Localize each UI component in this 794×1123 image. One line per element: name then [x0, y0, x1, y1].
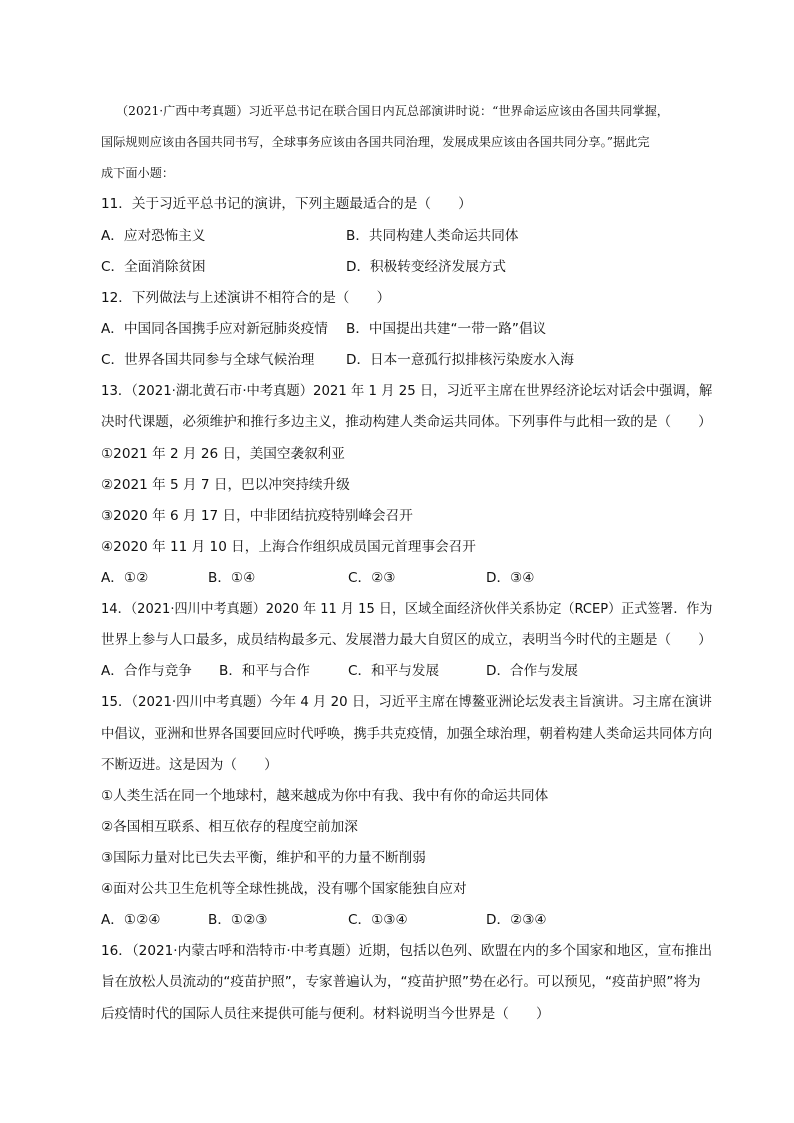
question-16-line-3: 后疫情时代的国际人员往来提供可能与便利。材料说明当今世界是（ ）	[101, 1006, 550, 1022]
option-c: C．②③	[348, 570, 396, 586]
intro-line-1: （2021·广西中考真题）习近平总书记在联合国日内瓦总部演讲时说：“世界命运应该由各国共同掌握，	[116, 104, 669, 118]
question-12-stem: 12．下列做法与上述演讲不相符合的是（ ）	[101, 290, 391, 306]
option-a: A．合作与竞争	[101, 663, 192, 679]
option-a: A．①②④	[101, 912, 161, 928]
option-c: C．①③④	[348, 912, 408, 928]
option-d: D．合作与发展	[486, 663, 579, 679]
question-16-line-1: 16．（2021·内蒙古呼和浩特市·中考真题）近期，包括以色列、欧盟在内的多个国家和地区，宣布推出	[101, 943, 713, 959]
question-13-line-1: 13．（2021·湖北黄石市·中考真题）2021 年 1 月 25 日，习近平主席在世界经济论坛对话会中强调，解	[101, 383, 713, 399]
question-13-item-2: ②2021 年 5 月 7 日，巴以冲突持续升级	[101, 477, 350, 493]
intro-line-3: 成下面小题：	[101, 166, 175, 180]
question-16-line-2: 旨在放松人员流动的“疫苗护照”，专家普遍认为，“疫苗护照”势在必行。可以预见，“疫苗护照”将为	[101, 974, 701, 990]
question-15-item-4: ④面对公共卫生危机等全球性挑战，没有哪个国家能独自应对	[101, 881, 467, 897]
option-d: D．日本一意孤行拟排核污染废水入海	[346, 352, 574, 368]
question-15-line-1: 15．（2021·四川中考真题）今年 4 月 20 日，习近平主席在博鳌亚洲论坛发表主旨演讲。习主席在演讲	[101, 694, 712, 710]
question-15-item-3: ③国际力量对比已失去平衡，维护和平的力量不断削弱	[101, 850, 426, 866]
question-15-line-2: 中倡议，亚洲和世界各国要回应时代呼唤，携手共克疫情，加强全球治理，朝着构建人类命运共同体方向	[101, 726, 713, 742]
option-a: A．①②	[101, 570, 149, 586]
question-15-line-3: 不断迈进。这是因为（ ）	[101, 757, 278, 773]
option-b: B．中国提出共建“一带一路”倡议	[346, 321, 547, 337]
option-d: D．③④	[486, 570, 535, 586]
option-b: B．和平与合作	[219, 663, 310, 679]
question-13-item-3: ③2020 年 6 月 17 日，中非团结抗疫特别峰会召开	[101, 508, 413, 524]
question-15-item-1: ①人类生活在同一个地球村，越来越成为你中有我、我中有你的命运共同体	[101, 788, 549, 804]
question-13-item-4: ④2020 年 11 月 10 日，上海合作组织成员国元首理事会召开	[101, 539, 476, 555]
intro-line-2: 国际规则应该由各国共同书写，全球事务应该由各国共同治理，发展成果应该由各国共同分享。”据此完	[101, 135, 650, 149]
option-b: B．①④	[208, 570, 256, 586]
question-11-stem: 11．关于习近平总书记的演讲，下列主题最适合的是（ ）	[101, 196, 472, 212]
option-c: C．世界各国共同参与全球气候治理	[101, 352, 315, 368]
question-13-item-1: ①2021 年 2 月 26 日，美国空袭叙利亚	[101, 446, 345, 462]
option-a: A．应对恐怖主义	[101, 228, 206, 244]
option-d: D．积极转变经济发展方式	[346, 259, 506, 275]
option-b: B．①②③	[208, 912, 268, 928]
option-b: B．共同构建人类命运共同体	[346, 228, 519, 244]
question-14-line-2: 世界上参与人口最多，成员结构最多元、发展潜力最大自贸区的成立，表明当今时代的主题是（ ）	[101, 632, 712, 648]
question-14-line-1: 14．（2021·四川中考真题）2020 年 11 月 15 日，区域全面经济伙伴关系协定（RCEP）正式签署．作为	[101, 601, 713, 617]
question-15-item-2: ②各国相互联系、相互依存的程度空前加深	[101, 819, 358, 835]
question-13-line-2: 决时代课题，必须维护和推行多边主义，推动构建人类命运共同体。下列事件与此相一致的是（ ）	[101, 414, 712, 430]
option-a: A．中国同各国携手应对新冠肺炎疫情	[101, 321, 328, 337]
option-d: D．②③④	[486, 912, 547, 928]
option-c: C．全面消除贫困	[101, 259, 206, 275]
option-c: C．和平与发展	[348, 663, 440, 679]
